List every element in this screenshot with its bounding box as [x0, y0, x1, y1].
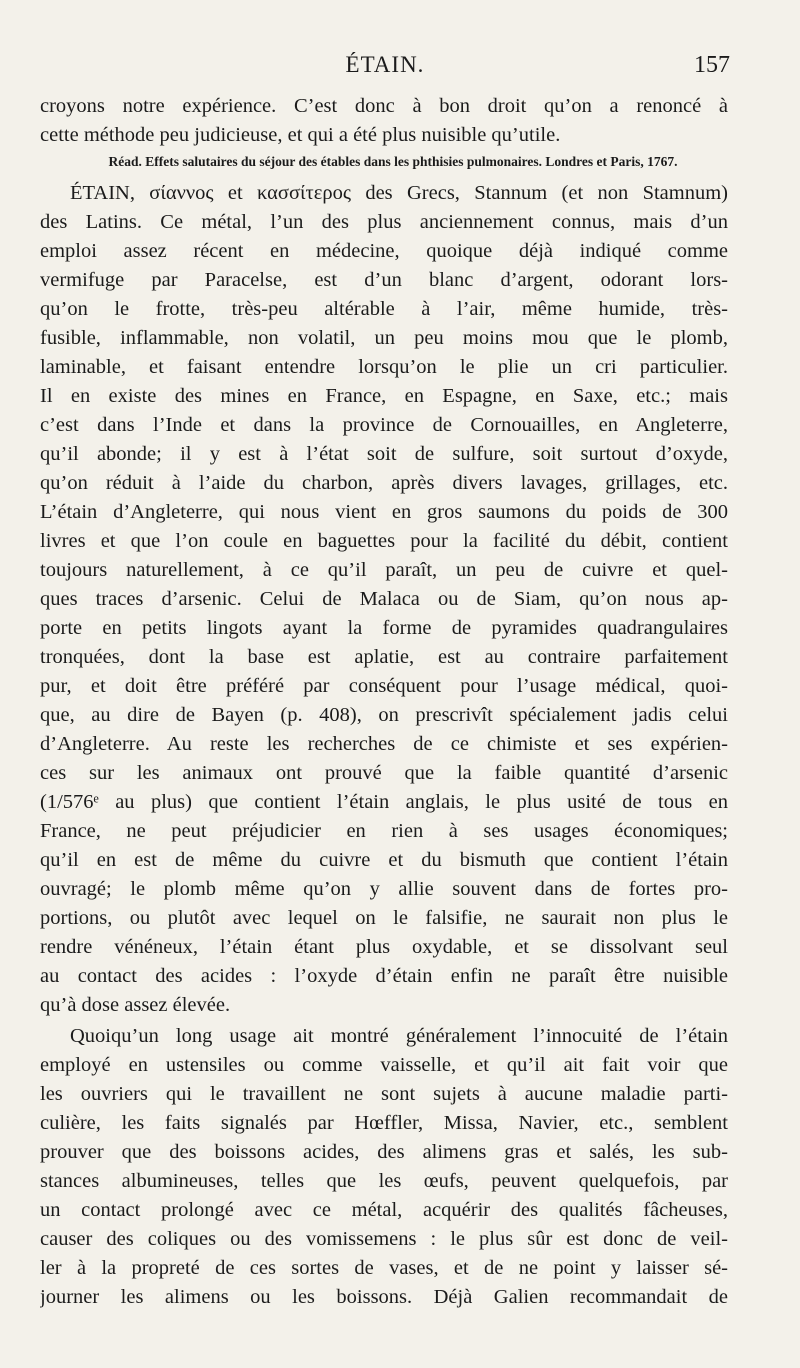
text-line: vermifuge par Paracelse, est d’un blanc d’argent, odorant lors-	[40, 269, 728, 291]
text-line: pur, et doit être préféré par conséquent pour l’usage médical, quoi-	[40, 675, 728, 697]
text-line: prouver que des boissons acides, des alimens gras et salés, les sub-	[40, 1141, 728, 1163]
text-line: qu’à dose assez élevée.	[40, 994, 231, 1016]
text-line: d’Angleterre. Au reste les recherches de ce chimiste et ses expérien-	[40, 733, 728, 755]
text-line: laminable, et faisant entendre lorsqu’on le plie un cri particulier.	[40, 356, 728, 378]
entry-heading-line: ÉTAIN, σίαννος et κασσίτερος des Grecs, Stannum (et non Stamnum)	[70, 182, 728, 204]
text-line: qu’on le frotte, très-peu altérable à l’air, même humide, très-	[40, 298, 728, 320]
page-body	[40, 92, 728, 1312]
text-line: cette méthode peu judicieuse, et qui a été plus nuisible qu’utile.	[40, 124, 561, 146]
text-line: que, au dire de Bayen (p. 408), on prescrivît spécialement jadis celui	[40, 704, 728, 726]
running-title: ÉTAIN.	[345, 52, 425, 77]
text-line: portions, ou plutôt avec lequel on le falsifie, ne saurait non plus le	[40, 907, 728, 929]
text-line: fusible, inflammable, non volatil, un peu moins mou que le plomb,	[40, 327, 728, 349]
text-line: journer les alimens ou les boissons. Déjà Galien recommandait de	[40, 1286, 728, 1308]
text-line: qu’il abonde; il y est à l’état soit de sulfure, soit surtout d’oxyde,	[40, 443, 728, 465]
citation-footnote: Réad. Effets salutaires du séjour des étables dans les phthisies pulmonaires. Londres et Paris, 1767.	[108, 154, 678, 169]
text-line: emploi assez récent en médecine, quoique déjà indiqué comme	[40, 240, 728, 262]
text-line: ouvragé; le plomb même qu’on y allie souvent dans de fortes pro-	[40, 878, 728, 900]
text-line: culière, les faits signalés par Hœffler, Missa, Navier, etc., semblent	[40, 1112, 728, 1134]
text-line: ces sur les animaux ont prouvé que la faible quantité d’arsenic	[40, 762, 728, 784]
text-line: causer des coliques ou des vomissemens : le plus sûr est donc de veil-	[40, 1228, 728, 1250]
text-line: Il en existe des mines en France, en Espagne, en Saxe, etc.; mais	[40, 385, 728, 407]
text-line: employé en ustensiles ou comme vaisselle, et qu’il ait fait voir que	[40, 1054, 728, 1076]
text-line: croyons notre expérience. C’est donc à bon droit qu’on a renoncé à	[40, 95, 728, 117]
text-line: ler à la propreté de ces sortes de vases, et de ne point y laisser sé-	[40, 1257, 728, 1279]
text-line: qu’on réduit à l’aide du charbon, après divers lavages, grillages, etc.	[40, 472, 728, 494]
text-line: rendre vénéneux, l’étain étant plus oxydable, et se dissolvant seul	[40, 936, 728, 958]
text-line: ques traces d’arsenic. Celui de Malaca ou de Siam, qu’on nous ap-	[40, 588, 728, 610]
text-line: un contact prolongé avec ce métal, acquérir des qualités fâcheuses,	[40, 1199, 728, 1221]
page-number: 157	[694, 52, 730, 78]
text-line: France, ne peut préjudicier en rien à ses usages économiques;	[40, 820, 728, 842]
text-line: des Latins. Ce métal, l’un des plus anciennement connus, mais d’un	[40, 211, 728, 233]
page-header	[40, 52, 730, 88]
text-line: qu’il en est de même du cuivre et du bismuth que contient l’étain	[40, 849, 728, 871]
text-line: tronquées, dont la base est aplatie, est au contraire parfaitement	[40, 646, 728, 668]
text-line: stances albumineuses, telles que les œufs, peuvent quelquefois, par	[40, 1170, 728, 1192]
text-line: toujours naturellement, à ce qu’il paraît, un peu de cuivre et quel-	[40, 559, 728, 581]
text-line: livres et que l’on coule en baguettes pour la facilité du débit, contient	[40, 530, 728, 552]
text-line: au contact des acides : l’oxyde d’étain enfin ne paraît être nuisible	[40, 965, 728, 987]
text-line: c’est dans l’Inde et dans la province de Cornouailles, en Angleterre,	[40, 414, 728, 436]
text-line: L’étain d’Angleterre, qui nous vient en gros saumons du poids de 300	[40, 501, 728, 523]
text-line: porte en petits lingots ayant la forme de pyramides quadrangulaires	[40, 617, 728, 639]
text-line: (1/576ᵉ au plus) que contient l’étain anglais, le plus usité de tous en	[40, 791, 728, 813]
paragraph-start-line: Quoiqu’un long usage ait montré généralement l’innocuité de l’étain	[70, 1025, 728, 1047]
text-line: les ouvriers qui le travaillent ne sont sujets à aucune maladie parti-	[40, 1083, 728, 1105]
